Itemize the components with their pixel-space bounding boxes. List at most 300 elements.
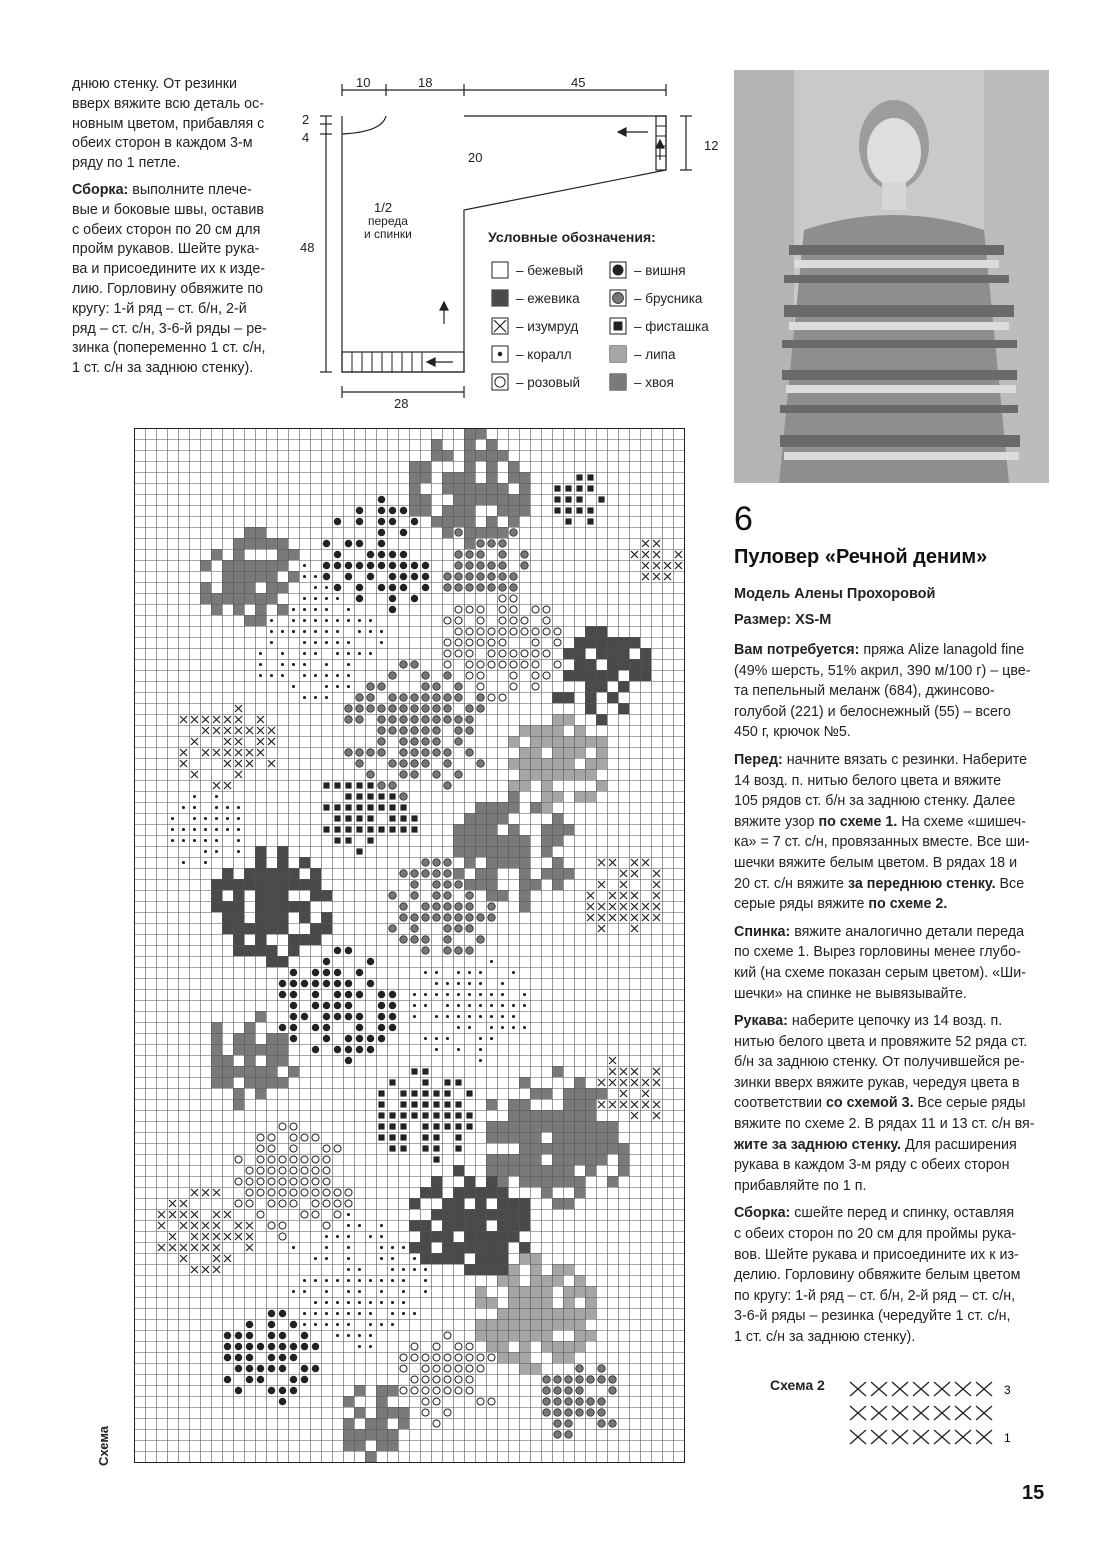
cell-darkgray <box>552 1176 563 1187</box>
small-square <box>614 322 623 331</box>
gray-circle <box>609 1420 616 1427</box>
small-square <box>400 804 406 810</box>
solid-circle <box>301 1365 308 1372</box>
cell-dark <box>310 879 321 890</box>
cell-mid <box>552 758 563 769</box>
cell-darkgray <box>211 1022 222 1033</box>
text-line <box>72 75 287 95</box>
gray-circle <box>422 749 429 756</box>
cell-mid <box>552 1341 563 1352</box>
cell-darkgray <box>497 1132 508 1143</box>
cell-mid <box>585 791 596 802</box>
solid-circle <box>312 969 319 976</box>
cell-darkgray <box>409 505 420 516</box>
ring <box>235 1200 242 1207</box>
gray-circle <box>433 914 440 921</box>
cell-mid <box>530 1319 541 1330</box>
cell-mid <box>596 736 607 747</box>
ring <box>323 1189 330 1196</box>
gray-circle <box>422 914 429 921</box>
dot <box>369 1323 372 1326</box>
cell-darkgray <box>244 560 255 571</box>
cell-darkgray <box>453 516 464 527</box>
cell-mid <box>585 1308 596 1319</box>
chart-cells <box>158 428 682 1462</box>
dot <box>424 1268 427 1271</box>
ring <box>554 661 561 668</box>
dot <box>358 1312 361 1315</box>
gray-circle <box>444 903 451 910</box>
solid-circle <box>389 573 396 580</box>
ring <box>466 1365 473 1372</box>
cell-dark <box>277 846 288 857</box>
gray-circle <box>444 705 451 712</box>
dot <box>303 575 306 578</box>
dot <box>303 1290 306 1293</box>
solid-circle <box>290 980 297 987</box>
dim-2: 2 <box>302 112 310 127</box>
text-run: 450 г, крючок №5. <box>734 724 851 741</box>
small-square <box>422 1134 428 1140</box>
gray-circle <box>565 1409 572 1416</box>
small-square <box>356 826 362 832</box>
solid-circle <box>389 1002 396 1009</box>
text-line <box>734 1052 1054 1073</box>
solid-circle <box>235 1365 242 1372</box>
legend-label: – фисташка <box>634 319 709 334</box>
solid-circle <box>268 1354 275 1361</box>
cell-darkgray <box>497 802 508 813</box>
ring <box>235 1178 242 1185</box>
ring <box>290 1123 297 1130</box>
cell-darkgray <box>486 472 497 483</box>
cell-darkgray <box>409 494 420 505</box>
cell-darkgray <box>266 538 277 549</box>
ring <box>268 1145 275 1152</box>
cell-darkgray <box>442 505 453 516</box>
solid-circle <box>334 947 341 954</box>
cell-darkgray <box>486 461 497 472</box>
solid-circle <box>279 991 286 998</box>
dot <box>402 1246 405 1249</box>
text-run: вяжите узор <box>734 813 819 830</box>
gray-circle <box>400 903 407 910</box>
solid-circle <box>246 1343 253 1350</box>
cell-darkgray <box>376 1407 387 1418</box>
cell-darkgray <box>255 1044 266 1055</box>
cell-mid <box>563 1308 574 1319</box>
scheme2-row-3: 3 <box>1004 1383 1011 1397</box>
gray-circle <box>389 760 396 767</box>
cell-darkgray <box>596 1154 607 1165</box>
gray-circle <box>609 1376 616 1383</box>
cell-dark <box>255 901 266 912</box>
ring <box>334 1145 341 1152</box>
cell-dark <box>255 857 266 868</box>
dot <box>314 1279 317 1282</box>
ring <box>290 1200 297 1207</box>
gray-circle <box>400 694 407 701</box>
ring <box>323 1156 330 1163</box>
cell-darkgray <box>508 791 519 802</box>
ring <box>444 639 451 646</box>
solid-circle <box>290 1343 297 1350</box>
solid-circle <box>378 551 385 558</box>
ring <box>422 1354 429 1361</box>
dot <box>325 663 328 666</box>
dot <box>347 1290 350 1293</box>
cell-dark <box>464 1231 475 1242</box>
cell-darkgray <box>497 1154 508 1165</box>
text-line <box>734 942 1054 963</box>
cell-darkgray <box>255 604 266 615</box>
dot <box>314 575 317 578</box>
solid-circle <box>301 1013 308 1020</box>
dot <box>325 1246 328 1249</box>
ring <box>400 1365 407 1372</box>
dot <box>226 806 229 809</box>
legend-label: – вишня <box>634 263 686 278</box>
ring <box>488 1398 495 1405</box>
cell-dark <box>288 868 299 879</box>
dot <box>226 828 229 831</box>
cell-mid <box>519 1341 530 1352</box>
cell-mid <box>563 1341 574 1352</box>
dot <box>380 1323 383 1326</box>
text-line <box>734 771 1054 792</box>
cell-mid <box>552 725 563 736</box>
diagram-label-3: и спинки <box>364 227 412 241</box>
cell-darkgray <box>519 494 530 505</box>
dot <box>325 608 328 611</box>
ring <box>279 1233 286 1240</box>
cell-dark <box>585 692 596 703</box>
dot <box>457 1004 460 1007</box>
ring <box>290 1134 297 1141</box>
bold-run: со схемой 3. <box>825 1095 914 1112</box>
dot <box>325 1235 328 1238</box>
solid-circle <box>257 1376 264 1383</box>
cell-darkgray <box>255 593 266 604</box>
cell-darkgray <box>541 1143 552 1154</box>
cell-darkgray <box>244 1044 255 1055</box>
dot <box>523 993 526 996</box>
ring <box>488 628 495 635</box>
cell-darkgray <box>552 1154 563 1165</box>
gray-circle <box>422 947 429 954</box>
ring <box>433 1387 440 1394</box>
solid-circle <box>378 991 385 998</box>
cell-mid <box>497 1319 508 1330</box>
bold-run: Сборка: <box>72 181 129 198</box>
solid-circle <box>378 529 385 536</box>
dot <box>347 1235 350 1238</box>
cell-dark <box>277 857 288 868</box>
cell-mid <box>541 802 552 813</box>
ring <box>411 1354 418 1361</box>
cell-darkgray <box>574 1187 585 1198</box>
cell-dark <box>574 670 585 681</box>
cell-dark <box>574 648 585 659</box>
text-line <box>72 154 287 174</box>
cell-darkgray <box>255 1088 266 1099</box>
cell-dark <box>519 1220 530 1231</box>
cell-dark <box>244 879 255 890</box>
cell-darkgray <box>508 1099 519 1110</box>
gray-circle <box>455 716 462 723</box>
cell-dark <box>420 1187 431 1198</box>
cell-darkgray <box>508 516 519 527</box>
text-line <box>734 791 1054 812</box>
cell-darkgray <box>442 483 453 494</box>
cell-mid <box>530 747 541 758</box>
dot <box>501 1015 504 1018</box>
gray-circle <box>389 892 396 899</box>
dot <box>325 685 328 688</box>
gray-circle <box>455 903 462 910</box>
dot <box>182 828 185 831</box>
ring <box>268 1200 275 1207</box>
cell-darkgray <box>266 1033 277 1044</box>
gray-circle <box>466 903 473 910</box>
cell-darkgray <box>376 1385 387 1396</box>
dot <box>446 1004 449 1007</box>
dot <box>369 1235 372 1238</box>
text-run: обеих сторон в каждом 3-м <box>72 135 253 152</box>
text-line <box>734 1073 1054 1094</box>
small-square <box>422 1079 428 1085</box>
ring <box>488 639 495 646</box>
dot <box>380 1224 383 1227</box>
cell-darkgray <box>475 450 486 461</box>
solid-circle <box>356 1046 363 1053</box>
dot <box>237 850 240 853</box>
ring <box>543 606 550 613</box>
cell-dark <box>618 637 629 648</box>
dot <box>479 1048 482 1051</box>
solid-circle <box>235 1354 242 1361</box>
product-photo <box>734 70 1049 483</box>
gray-circle <box>477 540 484 547</box>
gray-circle <box>400 705 407 712</box>
cell-darkgray <box>464 461 475 472</box>
gray-circle <box>576 1409 583 1416</box>
text-run: 3-6-й ряды – резинка (чередуйте 1 ст. с/н, <box>734 1308 1011 1325</box>
cell-dark <box>497 1231 508 1242</box>
cell-dark <box>519 1198 530 1209</box>
dot <box>358 619 361 622</box>
cell-mid <box>530 1363 541 1374</box>
cell-dark <box>244 923 255 934</box>
cell-darkgray <box>519 846 530 857</box>
dot <box>380 1290 383 1293</box>
text-line <box>72 134 287 154</box>
gray-circle <box>411 716 418 723</box>
cell-dark <box>266 912 277 923</box>
cell-darkgray <box>200 582 211 593</box>
dot <box>358 1268 361 1271</box>
cell-darkgray <box>464 450 475 461</box>
cell-dark <box>288 934 299 945</box>
dot <box>369 1334 372 1337</box>
cell-darkgray <box>497 505 508 516</box>
cell-darkgray <box>574 1143 585 1154</box>
dot <box>424 993 427 996</box>
text-line <box>72 280 287 300</box>
dot <box>413 1268 416 1271</box>
text-line <box>734 640 1054 661</box>
legend-label: – розовый <box>516 375 581 390</box>
cell-darkgray <box>486 1132 497 1143</box>
cell-darkgray <box>266 1077 277 1088</box>
dot <box>380 641 383 644</box>
dot <box>226 817 229 820</box>
cell-darkgray <box>255 615 266 626</box>
gray-circle <box>389 672 396 679</box>
cell-darkgray <box>519 1176 530 1187</box>
gray-circle <box>422 859 429 866</box>
solid-circle <box>378 518 385 525</box>
dot <box>336 1301 339 1304</box>
cell-mid <box>530 1264 541 1275</box>
small-square <box>444 1090 450 1096</box>
gray-circle <box>367 749 374 756</box>
dot <box>204 839 207 842</box>
dot <box>314 597 317 600</box>
legend-label: – бежевый <box>516 263 584 278</box>
dot <box>292 630 295 633</box>
text-line <box>734 702 1054 723</box>
dot <box>303 1323 306 1326</box>
gray-circle <box>433 738 440 745</box>
solid-circle <box>345 1002 352 1009</box>
cell-darkgray <box>541 1165 552 1176</box>
cell-darkgray <box>266 1044 277 1055</box>
text-line <box>734 1032 1054 1053</box>
solid-circle <box>389 507 396 514</box>
ring <box>279 1178 286 1185</box>
ring <box>444 617 451 624</box>
diagram-label-2: переда <box>368 214 408 228</box>
cell-darkgray <box>519 1165 530 1176</box>
gray-circle <box>598 1409 605 1416</box>
dot <box>336 1312 339 1315</box>
dot <box>358 1345 361 1348</box>
dot <box>457 971 460 974</box>
gray-circle <box>499 573 506 580</box>
cell-mid <box>596 747 607 758</box>
dot <box>369 619 372 622</box>
cell-mid <box>552 1308 563 1319</box>
scheme2-cross <box>850 1406 866 1420</box>
gray-circle <box>455 925 462 932</box>
dot <box>446 1037 449 1040</box>
solid-circle <box>345 562 352 569</box>
cell-darkgray <box>574 1077 585 1088</box>
small-square <box>422 1145 428 1151</box>
gray-circle <box>378 782 385 789</box>
gray-circle <box>433 683 440 690</box>
dot <box>193 806 196 809</box>
cell-darkgray <box>486 824 497 835</box>
cell-dark <box>255 846 266 857</box>
dot <box>468 1015 471 1018</box>
cell-dark <box>464 1220 475 1231</box>
small-square <box>345 815 351 821</box>
ring <box>488 650 495 657</box>
ring <box>323 1200 330 1207</box>
text-line <box>734 1327 1054 1348</box>
gray-circle <box>477 705 484 712</box>
ring <box>543 617 550 624</box>
dot <box>336 619 339 622</box>
cell-darkgray <box>486 494 497 505</box>
cell-dark <box>640 659 651 670</box>
ring <box>422 1409 429 1416</box>
small-square <box>400 815 406 821</box>
gray-circle <box>455 771 462 778</box>
dot <box>512 1015 515 1018</box>
ring <box>268 1156 275 1163</box>
ring <box>257 1167 264 1174</box>
text-run: 14 возд. п. нитью белого цвета и вяжите <box>734 772 1002 789</box>
small-square <box>334 804 340 810</box>
cell-dark <box>453 1165 464 1176</box>
gray-circle <box>433 881 440 888</box>
cell-darkgray <box>607 1121 618 1132</box>
dot <box>270 641 273 644</box>
cell-mid <box>475 1319 486 1330</box>
cell-darkgray <box>431 439 442 450</box>
solid-circle <box>257 1365 264 1372</box>
small-square <box>587 474 593 480</box>
solid-circle <box>246 1321 253 1328</box>
solid-circle <box>356 969 363 976</box>
dot <box>347 685 350 688</box>
gray-circle <box>455 551 462 558</box>
cell-mid <box>486 1330 497 1341</box>
dot <box>215 806 218 809</box>
gray-circle <box>433 903 440 910</box>
small-square <box>389 826 395 832</box>
cell-darkgray <box>552 1110 563 1121</box>
cell-mid <box>486 1341 497 1352</box>
cell-darkgray <box>530 1165 541 1176</box>
solid-circle <box>334 584 341 591</box>
dot <box>490 993 493 996</box>
solid-circle <box>367 1046 374 1053</box>
cell-dark <box>563 670 574 681</box>
dot <box>270 674 273 677</box>
cell-darkgray <box>596 1121 607 1132</box>
dot <box>402 1290 405 1293</box>
cell-darkgray <box>519 1143 530 1154</box>
cell-darkgray <box>453 824 464 835</box>
cell-dark <box>607 692 618 703</box>
cell-mid <box>530 758 541 769</box>
ring <box>268 1222 275 1229</box>
cell-dark <box>497 1264 508 1275</box>
cell-darkgray <box>244 1077 255 1088</box>
cell-dark <box>321 890 332 901</box>
cell-darkgray <box>475 428 486 439</box>
ring <box>400 1354 407 1361</box>
ring <box>466 1354 473 1361</box>
dot <box>325 597 328 600</box>
gray-circle <box>389 694 396 701</box>
cell-darkgray <box>431 516 442 527</box>
solid-circle <box>312 1365 319 1372</box>
